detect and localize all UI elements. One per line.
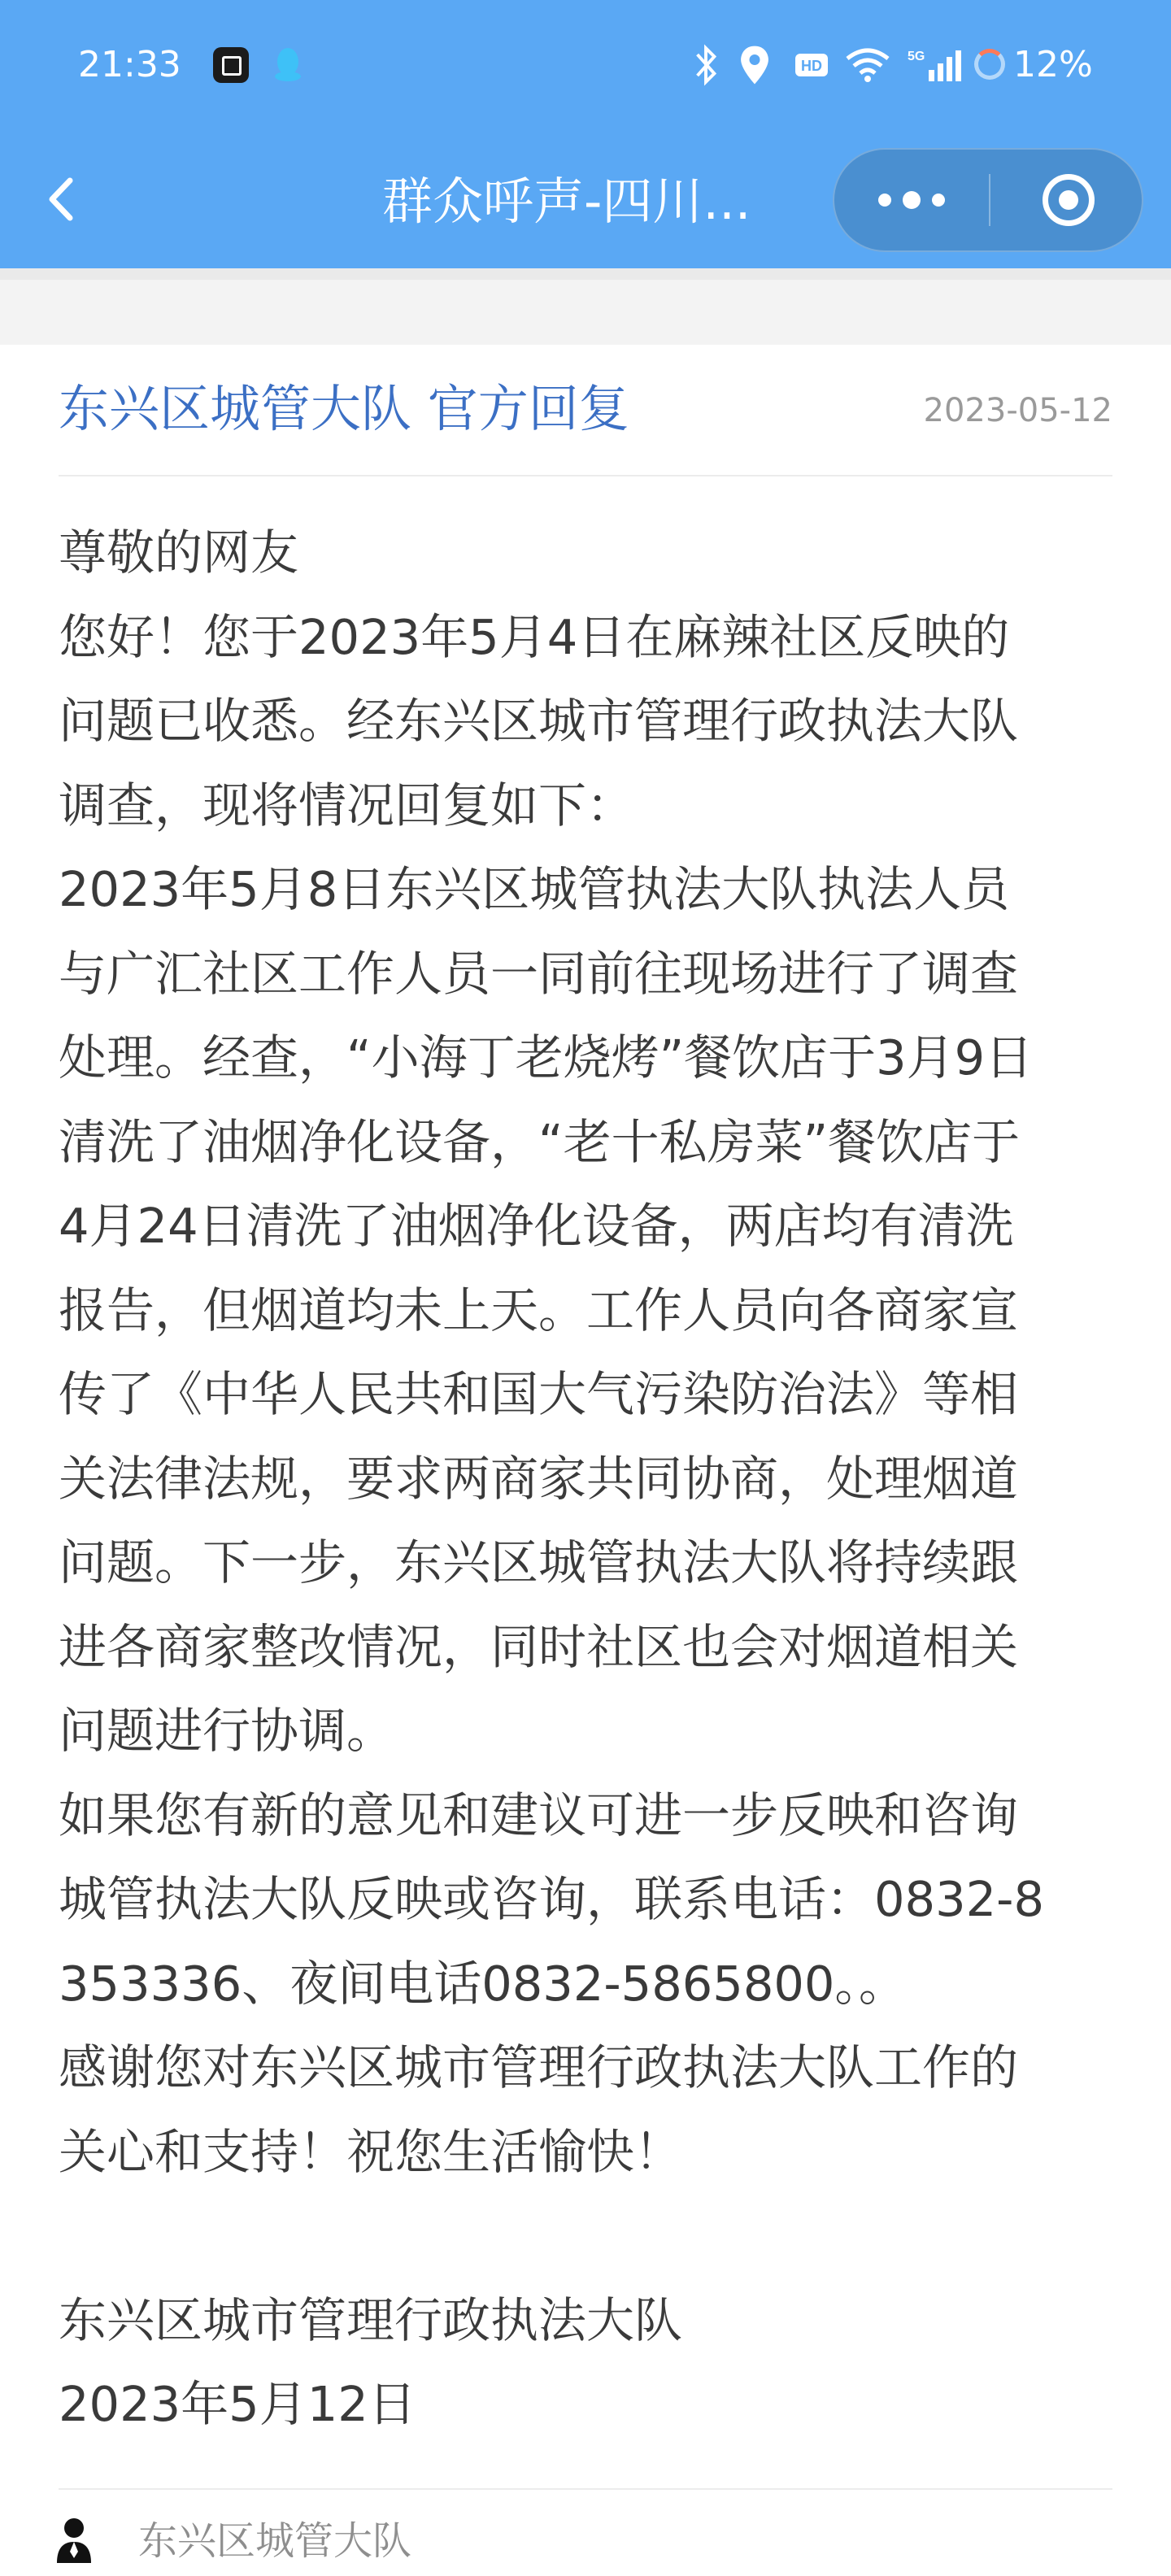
reply-body [59,511,1116,2447]
bluetooth-icon [691,44,720,86]
location-icon [738,44,771,86]
reply-signature-date: 2023年5月12日 [59,2376,416,2432]
reply-line: 如果您有新的意见和建议可进一步反映和咨询 [59,1786,1019,1843]
hd-icon [794,44,829,86]
divider [59,2488,1112,2490]
reply-line: 尊敬的网友 [59,524,299,581]
capsule-divider [989,174,990,226]
section-separator [0,268,1171,345]
reply-line: 城管执法大队反映或咨询，联系电话：0832-8 [59,1871,1044,1927]
qq-penguin-icon [273,46,303,83]
page-title: 群众呼声-四川... [382,172,751,231]
battery-percent: 12% [1013,44,1093,85]
reply-line: 问题已收悉。经东兴区城市管理行政执法大队 [59,693,1019,749]
app-notification-icon [213,47,249,83]
svg-text:5G: 5G [908,50,925,63]
reply-line: 353336、夜间电话0832-5865800。。 [59,1955,907,2012]
reply-signature: 东兴区城市管理行政执法大队 [59,2291,683,2348]
reply-line: 关法律法规，要求两商家共同协商，处理烟道 [59,1450,1019,1507]
close-target-icon[interactable] [1043,174,1095,226]
reply-line: 您好！您于2023年5月4日在麻辣社区反映的 [59,608,1010,665]
status-bar [0,0,1171,130]
top-bar [0,0,1171,268]
battery-ring-icon [974,49,1005,80]
author-name: 东兴区城管大队 [138,2518,412,2564]
reply-line: 问题。下一步，东兴区城管执法大队将持续跟 [59,1534,1019,1590]
reply-line: 2023年5月8日东兴区城管执法大队执法人员 [59,861,1010,917]
reply-line: 关心和支持！祝您生活愉快！ [59,2123,683,2180]
reply-line: 清洗了油烟净化设备，“老十私房菜”餐饮店于 [59,1113,1021,1170]
reply-blank-line [59,2194,1116,2278]
svg-text:HD: HD [801,58,822,74]
reply-line: 报告，但烟道均未上天。工作人员向各商家宣 [59,1281,1019,1338]
reply-line: 处理。经查，“小海丁老烧烤”餐饮店于3月9日 [59,1029,1034,1086]
person-icon [54,2516,94,2565]
wifi-icon [844,44,891,86]
reply-line: 传了《中华人民共和国大气污染防治法》等相 [59,1366,1019,1422]
reply-line: 与广汇社区工作人员一同前往现场进行了调查 [59,945,1019,1002]
chevron-left-icon[interactable] [33,163,91,236]
mini-program-capsule [833,148,1143,252]
reply-line: 4月24日清洗了油烟净化设备，两店均有清洗 [59,1198,1014,1254]
reply-date: 2023-05-12 [923,392,1112,429]
reply-line: 调查，现将情况回复如下： [59,777,635,833]
more-dots-icon[interactable] [834,150,989,250]
reply-title: 东兴区城管大队 官方回复 [59,379,629,438]
divider [59,475,1112,476]
status-time: 21:33 [78,44,181,85]
signal-5g-icon [908,44,961,86]
reply-line: 感谢您对东兴区城市管理行政执法大队工作的 [59,2039,1019,2095]
reply-line: 问题进行协调。 [59,1703,395,1759]
reply-line: 进各商家整改情况，同时社区也会对烟道相关 [59,1618,1019,1675]
